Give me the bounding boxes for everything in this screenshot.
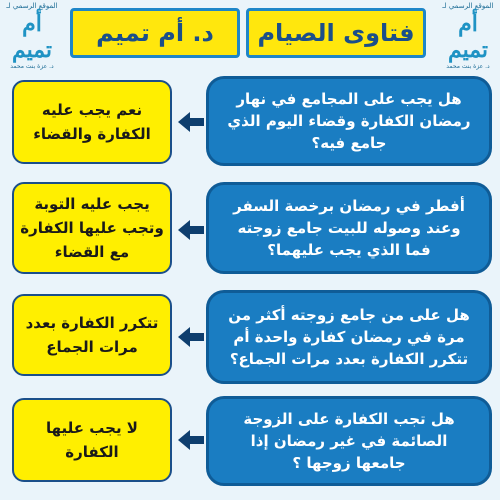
question-box-1: [206, 76, 492, 166]
arrow-left-icon: [178, 220, 204, 240]
question-box-4: [206, 396, 492, 486]
question-line: تتكرر الكفارة بعدد مرات الجماع؟: [229, 350, 469, 368]
logo-left: [2, 2, 62, 70]
author-title: د. أم تميم: [70, 8, 240, 58]
answer-line: الكفارة: [65, 443, 119, 461]
arrow-left-icon: [178, 430, 204, 450]
answer-line: الكفارة والقضاء: [33, 125, 151, 143]
answer-line: مرات الجماع: [46, 338, 138, 356]
answer-line: مع القضاء: [54, 243, 130, 261]
question-line: فما الذي يجب عليهما؟: [267, 241, 431, 259]
answer-box-1: [12, 80, 172, 164]
arrow-left-icon: [178, 112, 204, 132]
logo-mark: أم تميم: [447, 11, 489, 63]
logo-sub: د. عزة بنت محمد: [10, 63, 54, 70]
logo-mark: أم تميم: [11, 11, 53, 63]
question-line: وعند وصوله للبيت جامع زوجته: [237, 219, 461, 237]
answer-line: تتكرر الكفارة بعدد: [25, 314, 159, 332]
question-line: جامعها زوجها ؟: [292, 454, 406, 472]
answer-line: نعم يجب عليه: [41, 101, 143, 119]
question-box-3: [206, 290, 492, 384]
answer-line: وتجب عليها الكفارة: [20, 219, 164, 237]
question-line: هل تجب الكفارة على الزوجة: [243, 410, 455, 428]
answer-line: لا يجب عليها: [46, 419, 138, 437]
question-line: هل على من جامع زوجته أكثر من: [228, 306, 470, 324]
logo-sub: د. عزة بنت محمد: [446, 63, 490, 70]
answer-box-2: [12, 182, 172, 274]
answer-box-3: [12, 294, 172, 376]
logo-right: [438, 2, 498, 70]
question-line: رمضان الكفارة وقضاء اليوم الذي: [227, 112, 471, 130]
question-line: مرة في رمضان كفارة واحدة أم: [233, 328, 465, 346]
logo-caption: الموقع الرسمي لـ: [442, 2, 494, 10]
answer-line: يجب عليه التوبة: [34, 195, 150, 213]
question-line: أفطر في رمضان برخصة السفر: [233, 197, 465, 215]
question-line: جامع فيه؟: [311, 134, 387, 152]
logo-caption: الموقع الرسمي لـ: [6, 2, 58, 10]
question-line: الصائمة في غير رمضان إذا: [250, 432, 448, 450]
answer-box-4: [12, 398, 172, 482]
question-line: هل يجب على المجامع في نهار: [236, 90, 462, 108]
question-box-2: [206, 182, 492, 274]
page-title: فتاوى الصيام: [246, 8, 426, 58]
arrow-left-icon: [178, 327, 204, 347]
